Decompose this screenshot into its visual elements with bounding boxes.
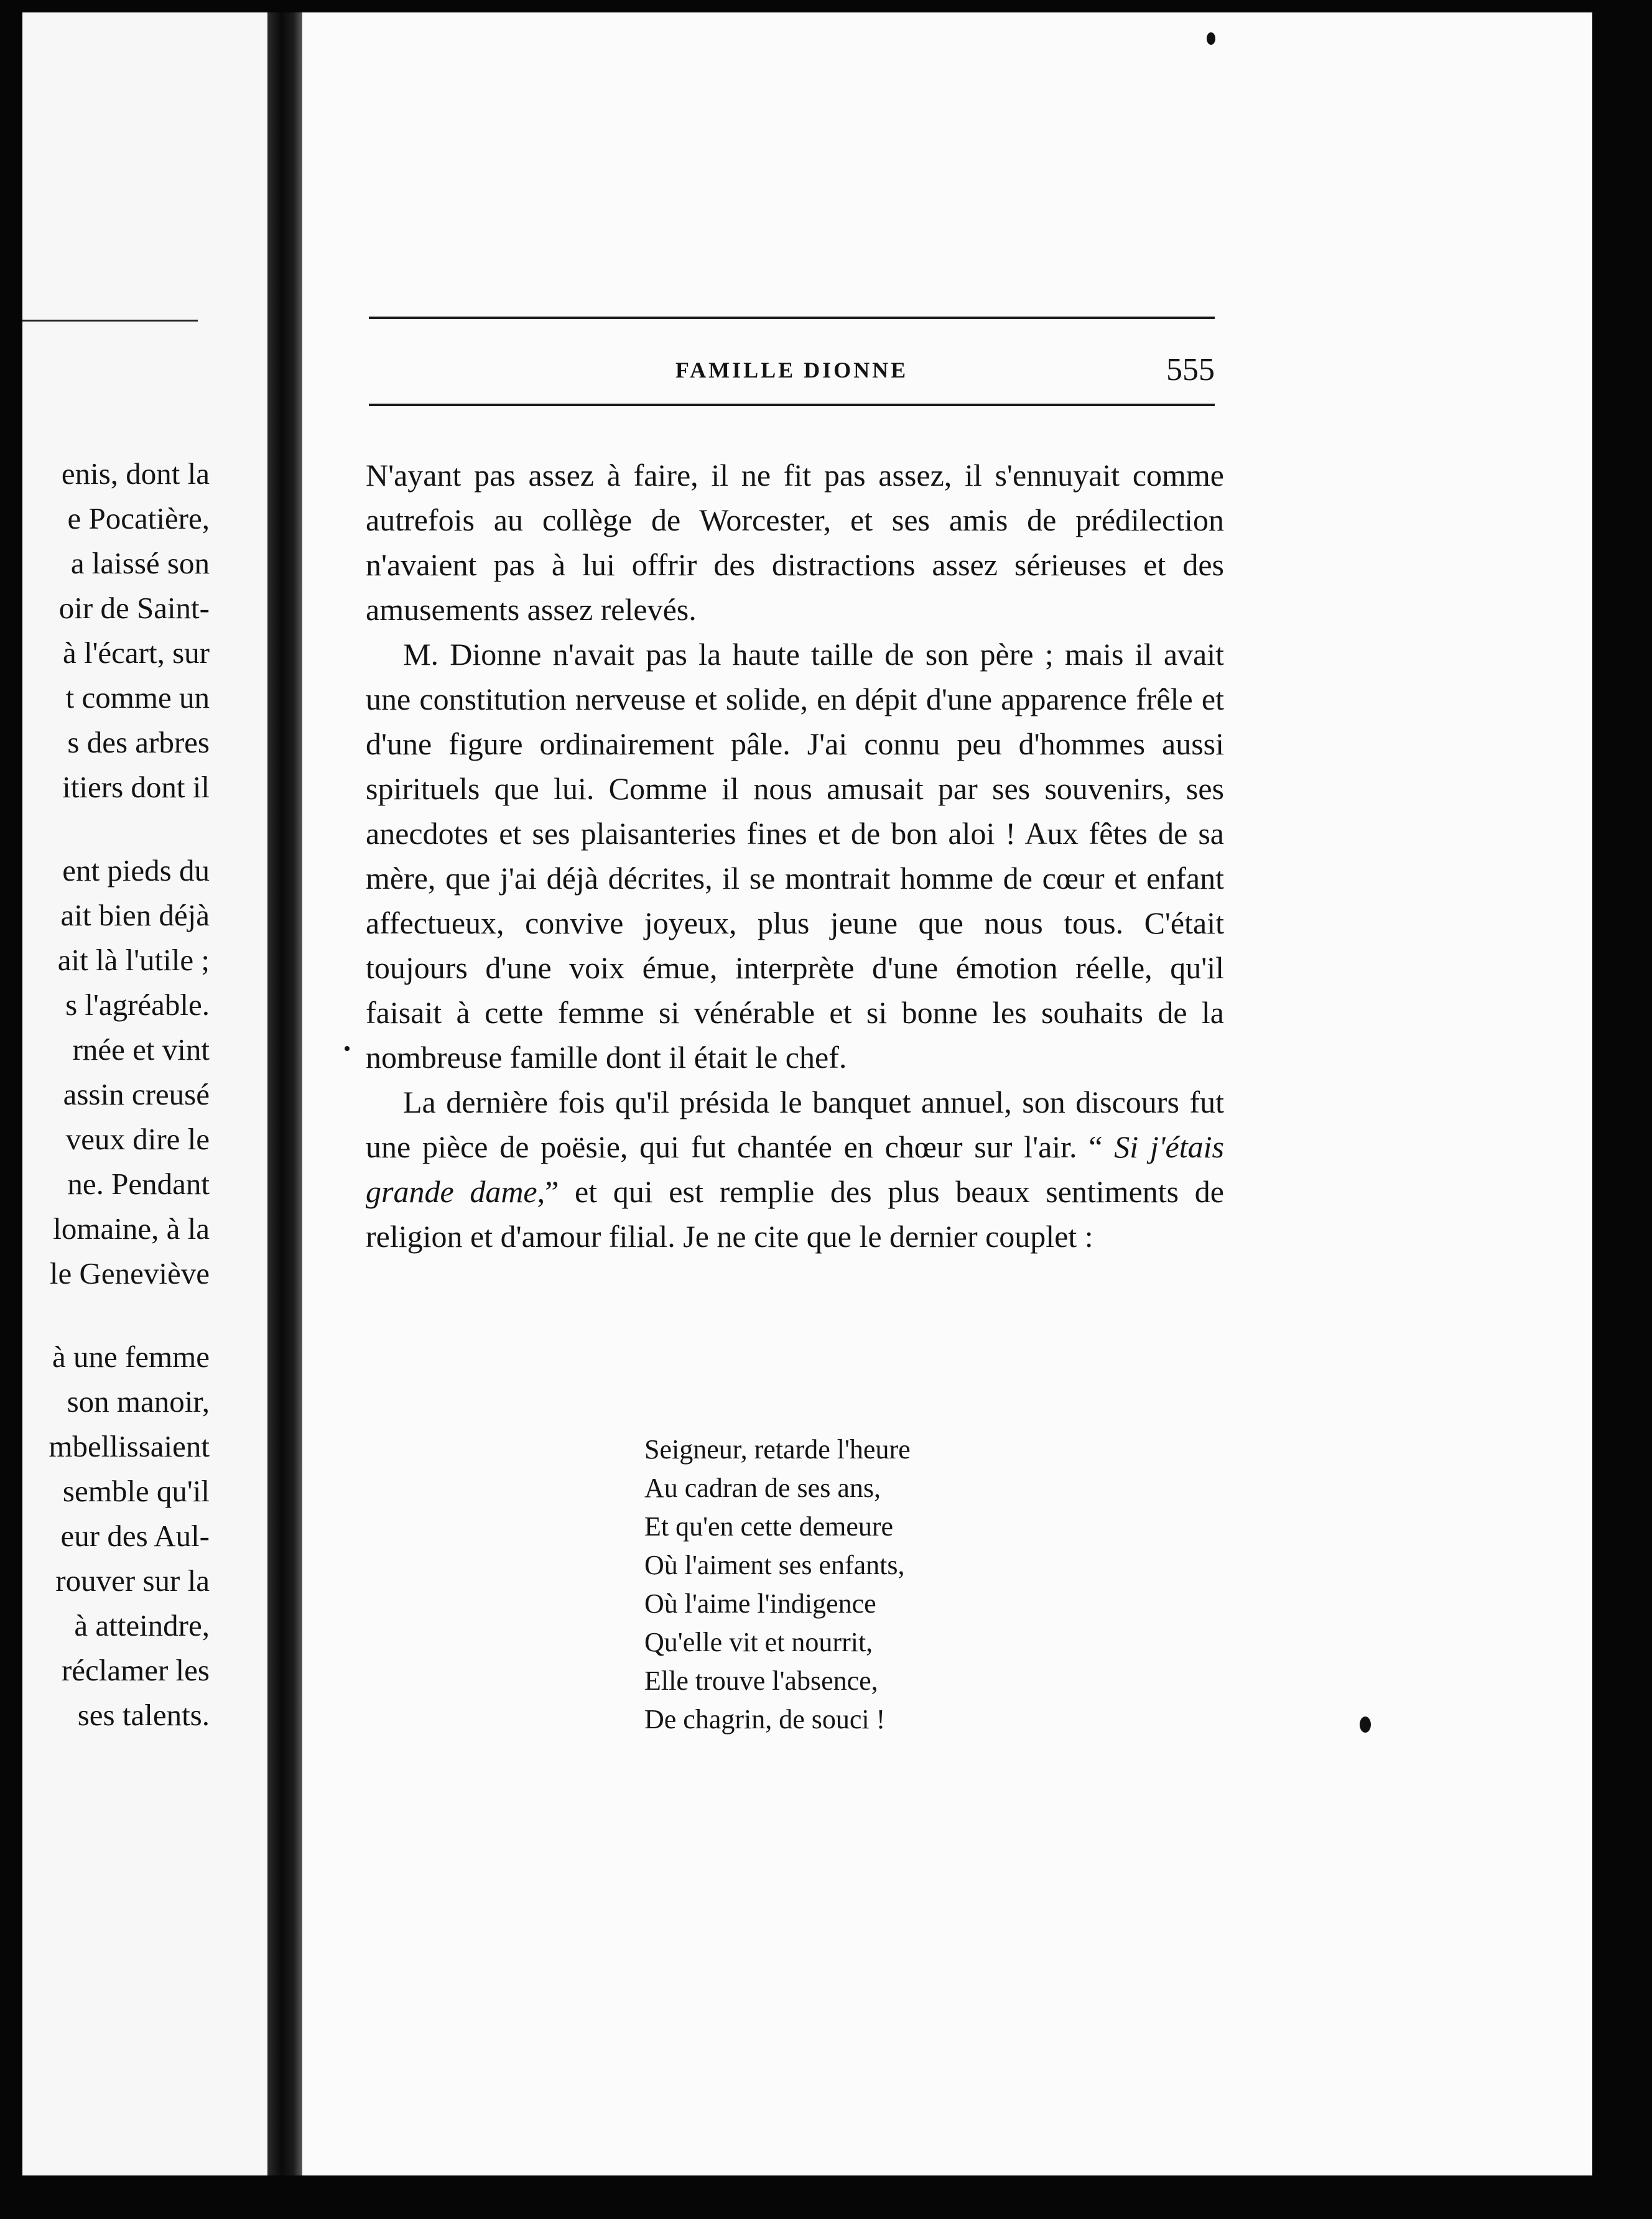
book-gutter — [267, 12, 302, 2175]
left-page-line: oir de Saint- — [58, 591, 210, 625]
left-page-line: semble qu'il — [62, 1474, 210, 1508]
paragraph-2: M. Dionne n'avait pas la haute taille de son père ; mais il avait une constitution nerveuse et solide, en dépit d'une apparence frêle et d'une figure ordinairement pâle. J'ai connu peu d'hommes aussi spirituels que lui. Comme il nous amusait par ses souvenirs, ses anecdotes et ses plaisanteries fines et de bon aloi ! Aux fêtes de sa mère, que j'ai déjà décrites, il se montrait homme de cœur et enfant affectueux, convive joyeux, plus jeune que nous tous. C'était toujours d'une voix émue, interprète d'une émotion réelle, qu'il faisait à cette femme si vénérable et si bonne les souhaits de la nombreuse famille dont il était le chef. — [366, 637, 1224, 1075]
left-page-line: a laissé son — [70, 546, 210, 580]
poem-line: Et qu'en cette demeure — [644, 1511, 894, 1542]
header-rule-bottom — [369, 404, 1215, 406]
left-page-line: ses talents. — [77, 1698, 210, 1732]
left-page-line: s l'agréable. — [65, 988, 210, 1022]
left-page-line: ne. Pendant — [67, 1167, 210, 1201]
poem-line: Elle trouve l'absence, — [644, 1665, 878, 1696]
poem-line: Où l'aiment ses enfants, — [644, 1550, 905, 1580]
ink-speck — [345, 1046, 350, 1051]
page-number: 555 — [1166, 352, 1215, 387]
song-title: Si j'étais grande dame — [366, 1129, 1224, 1209]
left-page-line: mbellissaient — [49, 1429, 210, 1463]
left-page-line: e Pocatière, — [67, 501, 210, 535]
left-page-line: à atteindre, — [74, 1608, 210, 1642]
poem-line: Où l'aime l'indigence — [644, 1588, 876, 1619]
left-page-line: réclamer les — [61, 1653, 210, 1687]
body-text — [366, 453, 1224, 1259]
scan-border-right — [1592, 0, 1652, 2219]
poem-line: Seigneur, retarde l'heure — [644, 1434, 911, 1465]
left-page-line: à une femme — [52, 1340, 210, 1374]
left-page-line: à l'écart, sur — [62, 636, 210, 670]
left-page-fragment — [22, 12, 267, 2175]
ink-speck — [1360, 1716, 1371, 1733]
left-page-line: t comme un — [65, 680, 210, 715]
left-page-line: s des arbres — [67, 725, 210, 759]
left-page-line: ent pieds du — [62, 853, 210, 887]
ink-speck — [1207, 32, 1215, 45]
left-page-line: enis, dont la — [61, 456, 210, 491]
running-head — [369, 348, 1215, 392]
poem-line: De chagrin, de souci ! — [644, 1704, 886, 1735]
scan-border-bottom — [0, 2175, 1652, 2219]
paragraph-3-end: ,” et qui est remplie des plus beaux sentiments de religion et d'amour filial. Je ne cite que le dernier couplet : — [366, 1174, 1224, 1254]
left-page-gap — [22, 1296, 210, 1335]
left-page-line: assin creusé — [63, 1077, 210, 1111]
paragraph-3 — [366, 1080, 1224, 1259]
left-page-line: veux dire le — [65, 1122, 210, 1156]
left-page-line: ait là l'utile ; — [57, 943, 210, 977]
left-page-text — [22, 452, 210, 1738]
left-page-line: eur des Aul- — [60, 1519, 210, 1553]
paragraph-3-start: La dernière fois qu'il présida le banquet annuel, son discours fut une pièce de poësie, qui fut chantée en chœur sur l'air. “ — [366, 1085, 1224, 1164]
left-page-line: rouver sur la — [55, 1563, 210, 1598]
left-page-line: lomaine, à la — [53, 1211, 210, 1246]
scan-border-left — [0, 0, 22, 2219]
left-page-gap — [22, 810, 210, 848]
left-page-line: son manoir, — [67, 1384, 210, 1419]
poem — [644, 1430, 1080, 1739]
left-page-rule — [22, 320, 198, 322]
left-page-line: ait bien déjà — [60, 898, 210, 932]
poem-line: Qu'elle vit et nourrit, — [644, 1627, 873, 1657]
right-page — [302, 12, 1592, 2175]
header-rule-top — [369, 317, 1215, 319]
left-page-line: itiers dont il — [62, 770, 210, 804]
left-page-line: rnée et vint — [72, 1032, 210, 1067]
poem-line: Au cadran de ses ans, — [644, 1473, 881, 1503]
left-page-line: le Geneviève — [49, 1256, 210, 1290]
scan-border-top — [0, 0, 1652, 12]
running-title: FAMILLE DIONNE — [675, 358, 909, 382]
paragraph-1: N'ayant pas assez à faire, il ne fit pas assez, il s'ennuyait comme autrefois au collège de Worcester, et ses amis de prédilection n'avaient pas à lui offrir des distractions assez sérieuses et des amusements assez relevés. — [366, 458, 1224, 627]
